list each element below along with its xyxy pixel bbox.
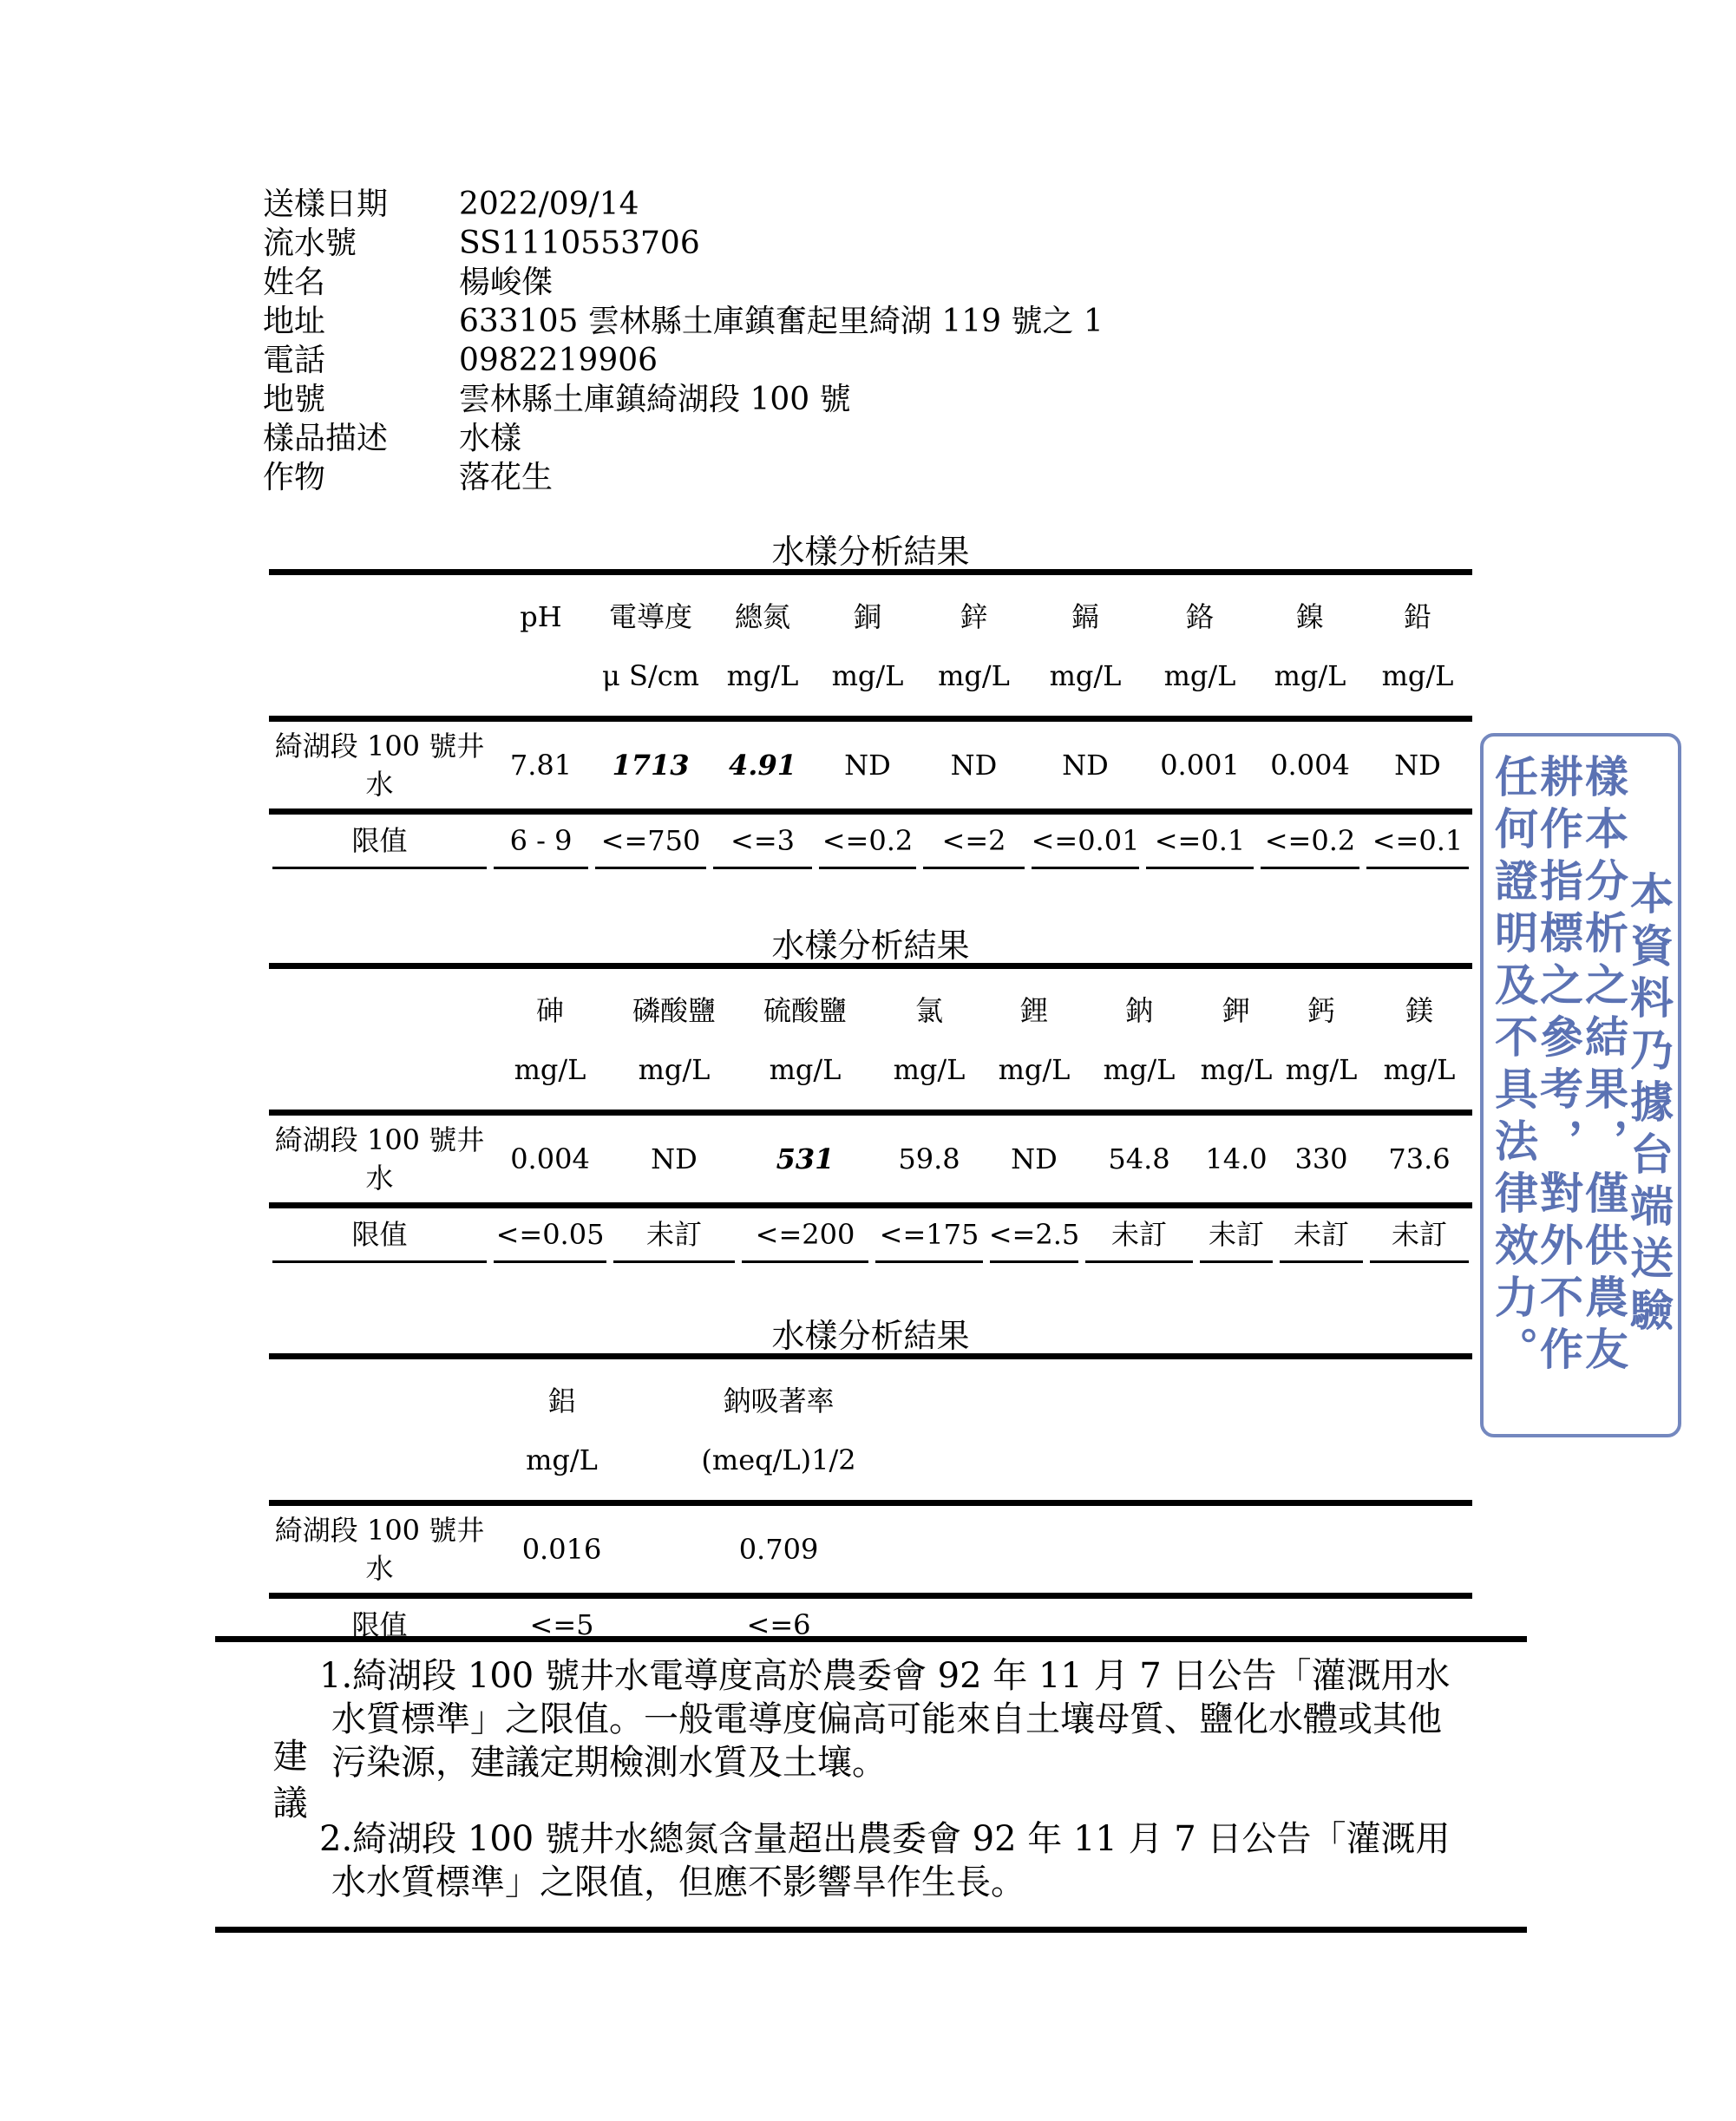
meta-label: 樣品描述	[263, 421, 389, 456]
unit-cell	[269, 1052, 490, 1087]
sample-result-row	[269, 722, 1472, 808]
stamp-text-line: 任何證明及不具法律效力。	[1488, 754, 1539, 1378]
stamp-text-line: 耕作指標之參考，對外不作	[1533, 754, 1584, 1378]
meta-label: 作物	[263, 460, 326, 495]
meta-row-phone	[263, 341, 1104, 380]
result-cell: 0.004	[510, 1142, 590, 1175]
col-header: 氯	[914, 994, 943, 1027]
result-cell: ND	[950, 749, 998, 782]
row-label-header	[269, 599, 490, 634]
limit-cell: <=0.2	[822, 824, 914, 857]
limit-cell: <=3	[730, 824, 795, 857]
col-header: 鈉	[1124, 994, 1153, 1027]
limit-cell: <=175	[879, 1218, 979, 1251]
suggestions-label-column	[215, 1642, 319, 1927]
meta-label: 電話	[263, 343, 326, 378]
col-header: 鋰	[1019, 994, 1048, 1027]
unit-cell: mg/L	[893, 1053, 966, 1086]
unit-cell: mg/L	[769, 1053, 842, 1086]
limit-cell: <=0.1	[1154, 824, 1246, 857]
meta-value: 水樣	[459, 421, 522, 456]
col-header: 總氮	[734, 600, 790, 633]
unit-cell: mg/L	[1285, 1053, 1358, 1086]
unit-cell: mg/L	[1383, 1053, 1456, 1086]
col-header: pH	[520, 600, 562, 633]
col-header: 鋁	[547, 1385, 576, 1417]
table-rule	[269, 1593, 1472, 1599]
unit-cell: mg/L	[998, 1053, 1071, 1086]
result-cell: ND	[651, 1142, 698, 1175]
limit-cell: <=200	[755, 1218, 855, 1251]
table-title: 水樣分析結果	[771, 926, 970, 965]
unit-cell: mg/L	[526, 1443, 598, 1476]
result-cell: 73.6	[1388, 1142, 1451, 1175]
meta-row-land-no	[263, 380, 1104, 419]
sample-result-row	[269, 1116, 1472, 1202]
col-header: 鈉吸著率	[723, 1385, 835, 1417]
result-cell-flagged: 531	[776, 1142, 835, 1175]
table-title: 水樣分析結果	[771, 1317, 970, 1355]
unit-cell: mg/L	[514, 1053, 586, 1086]
result-cell: 0.001	[1160, 749, 1240, 782]
unit-cell: mg/L	[638, 1053, 711, 1086]
unit-cell: (meq/L)1/2	[701, 1443, 856, 1476]
table-rule	[269, 808, 1472, 815]
col-header: 銅	[853, 600, 881, 633]
unit-row	[269, 1418, 1472, 1500]
column-header-row	[269, 1359, 1472, 1418]
limit-row	[269, 815, 1472, 867]
col-header: 鉛	[1403, 600, 1431, 633]
sample-row-label: 綺湖段 100 號井水	[274, 730, 485, 801]
result-cell: ND	[1394, 749, 1441, 782]
result-cell-flagged: 1713	[612, 749, 690, 782]
suggestions-body	[319, 1642, 1527, 1927]
col-header: 鋅	[960, 600, 988, 633]
suggestion-item-2: 2.綺湖段 100 號井水總氮含量超出農委會 92 年 11 月 7 日公告「灌溉用水水質標準」之限值，但應不影響旱作生長。	[319, 1819, 1451, 1902]
table-rule	[269, 716, 1472, 722]
result-cell: 59.8	[898, 1142, 960, 1175]
unit-cell: μ S/cm	[602, 659, 699, 692]
limit-cell: 6 - 9	[509, 824, 573, 857]
meta-row-sample-desc	[263, 419, 1104, 458]
suggestion-item-1: 1.綺湖段 100 號井水電導度高於農委會 92 年 11 月 7 日公告「灌溉用水水質標準」之限值。一般電導度偏高可能來自土壤母質、鹽化水體或其他污染源，建議定期檢測水質及土壤。	[319, 1656, 1451, 1783]
col-header: 電導度	[608, 600, 692, 633]
unit-cell: mg/L	[1163, 659, 1236, 692]
result-cell: 14.0	[1205, 1142, 1268, 1175]
meta-row-crop	[263, 458, 1104, 497]
result-cell: 330	[1294, 1142, 1348, 1175]
limit-cell: 未訂	[1293, 1218, 1349, 1251]
unit-cell: mg/L	[726, 659, 799, 692]
limit-cell: <=0.2	[1264, 824, 1356, 857]
col-header: 鎳	[1295, 600, 1324, 633]
meta-value: 0982219906	[459, 343, 658, 378]
row-label-header	[269, 1384, 490, 1418]
result-cell: ND	[844, 749, 891, 782]
suggestions-section	[215, 1636, 1527, 1933]
meta-label: 地號	[263, 382, 326, 417]
col-header: 磷酸鹽	[632, 994, 716, 1027]
disclaimer-stamp	[1480, 733, 1681, 1437]
analysis-table-2	[269, 928, 1472, 1263]
limit-cell: 未訂	[1208, 1218, 1264, 1251]
bottom-border-segments	[269, 867, 1472, 869]
unit-cell: mg/L	[831, 659, 904, 692]
stamp-text-line: 本資料乃據台端送驗	[1623, 871, 1674, 1339]
meta-value: 落花生	[459, 460, 554, 495]
limit-cell: <=5	[529, 1608, 594, 1641]
limit-cell: <=6	[746, 1608, 811, 1641]
meta-row-name	[263, 263, 1104, 302]
meta-row-sample-date	[263, 185, 1104, 224]
unit-row	[269, 634, 1472, 716]
col-header: 鉻	[1185, 600, 1214, 633]
column-header-row	[269, 969, 1472, 1028]
unit-cell	[269, 658, 490, 693]
result-cell: 0.016	[521, 1533, 602, 1566]
meta-label: 地址	[263, 304, 326, 339]
sample-row-label: 綺湖段 100 號井水	[274, 1514, 485, 1585]
sample-row-label: 綺湖段 100 號井水	[274, 1123, 485, 1195]
unit-cell: mg/L	[1103, 1053, 1176, 1086]
limit-cell: 未訂	[645, 1218, 702, 1251]
limit-cell: <=2	[941, 824, 1006, 857]
limit-cell: <=750	[600, 824, 701, 857]
analysis-table-1	[269, 534, 1472, 869]
result-cell: 0.709	[738, 1533, 819, 1566]
col-header: 鉀	[1222, 994, 1250, 1027]
col-header: 硫酸鹽	[763, 994, 847, 1027]
sample-meta	[263, 185, 1104, 497]
suggestions-label: 建議	[267, 1738, 307, 1831]
col-header: 砷	[535, 994, 564, 1027]
meta-row-serial-no	[263, 224, 1104, 263]
unit-cell: mg/L	[1381, 659, 1454, 692]
column-header-row	[269, 575, 1472, 634]
meta-label: 送樣日期	[263, 187, 389, 222]
unit-cell: mg/L	[1049, 659, 1122, 692]
unit-cell: mg/L	[938, 659, 1010, 692]
limit-cell: <=0.01	[1031, 824, 1140, 857]
result-cell: ND	[1062, 749, 1109, 782]
bottom-border-segments	[269, 1260, 1472, 1263]
meta-value: 雲林縣土庫鎮綺湖段 100 號	[459, 382, 851, 417]
row-label-header	[269, 993, 490, 1028]
stamp-text-line: 樣本分析之結果，僅供農友	[1578, 754, 1629, 1378]
table-rule	[269, 1110, 1472, 1116]
filler-cell	[924, 1384, 1472, 1418]
result-cell-flagged: 4.91	[729, 749, 796, 782]
limit-row-label: 限值	[351, 1218, 408, 1251]
meta-value: 2022/09/14	[459, 187, 639, 222]
unit-cell: mg/L	[1200, 1053, 1273, 1086]
unit-cell	[269, 1443, 490, 1477]
meta-row-address	[263, 302, 1104, 341]
meta-label: 姓名	[263, 265, 326, 300]
unit-cell: mg/L	[1274, 659, 1346, 692]
sample-result-row	[269, 1506, 1472, 1593]
meta-value: SS1110553706	[459, 226, 700, 261]
col-header: 鎘	[1071, 600, 1099, 633]
limit-cell: 未訂	[1110, 1218, 1167, 1251]
limit-row	[269, 1208, 1472, 1260]
limit-cell: 未訂	[1391, 1218, 1447, 1251]
meta-label: 流水號	[263, 226, 357, 261]
col-header: 鎂	[1405, 994, 1433, 1027]
unit-cell	[490, 658, 592, 693]
limit-row-label: 限值	[351, 1608, 408, 1641]
col-header: 鈣	[1307, 994, 1335, 1027]
table-rule	[269, 1202, 1472, 1208]
unit-row	[269, 1028, 1472, 1110]
limit-cell: <=0.1	[1372, 824, 1464, 857]
analysis-table-3	[269, 1319, 1472, 1651]
meta-value: 633105 雲林縣土庫鎮奮起里綺湖 119 號之 1	[459, 304, 1104, 339]
table-rule	[269, 1500, 1472, 1506]
result-cell: ND	[1011, 1142, 1058, 1175]
limit-row-label: 限值	[351, 824, 408, 857]
result-cell: 0.004	[1270, 749, 1350, 782]
result-cell: 54.8	[1108, 1142, 1170, 1175]
filler-cell	[924, 1443, 1472, 1477]
meta-value: 楊峻傑	[459, 265, 554, 300]
table-title: 水樣分析結果	[771, 533, 970, 571]
limit-cell: <=0.05	[495, 1218, 605, 1251]
limit-cell: <=2.5	[988, 1218, 1080, 1251]
result-cell: 7.81	[509, 749, 573, 782]
